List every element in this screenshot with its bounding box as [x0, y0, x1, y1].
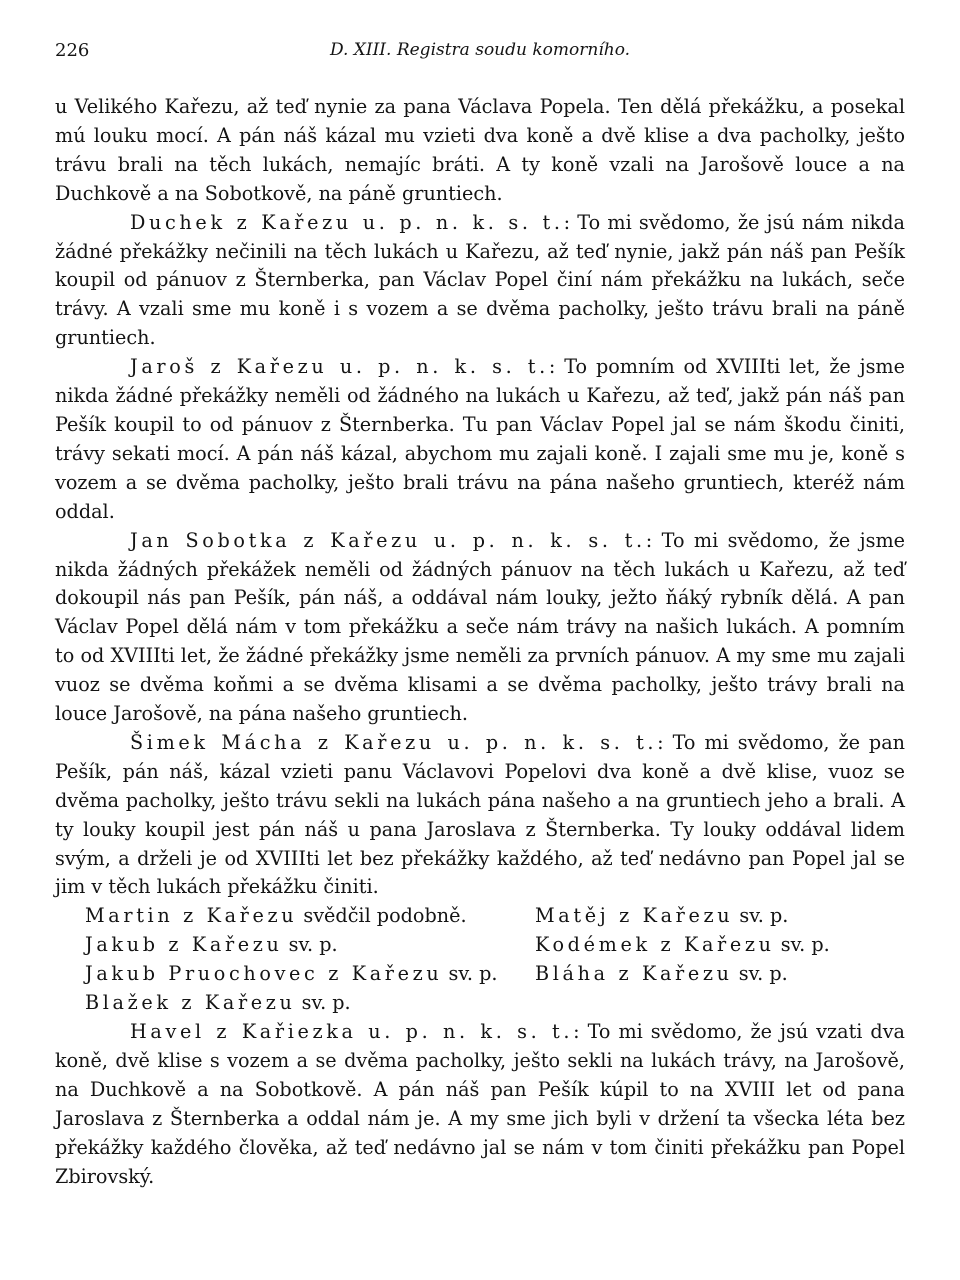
witness-note: sv. p.	[282, 933, 338, 957]
testimony-jaros	[55, 353, 905, 526]
witness-list-row	[85, 989, 905, 1018]
paragraph-intro	[55, 93, 905, 209]
witness-name: Duchek z Kařezu u. p. n. k. s. t.	[130, 210, 564, 234]
testimony-simek-macha	[55, 729, 905, 902]
witness-note: sv. p.	[732, 962, 788, 986]
witness-name: Havel z Kařiezka u. p. n. k. s. t.	[130, 1020, 574, 1043]
witness-list-row	[85, 960, 905, 989]
witness-entry	[85, 989, 535, 1018]
witness-name: Kodémek z Kařezu	[535, 933, 775, 957]
running-title: D. XIII. Registra soudu komorního.	[329, 40, 631, 60]
testimony-text: : To mi svědomo, že jsme nikda žádných překážek neměli od žádných pánuov na těch lukách u Kařezu, až teď dokoupil nás pan Pešík, pán náš, a oddával nám louky, ježto ňáký rybník dělá. A pan Václav Popel dělá nám v tom překážku a seče nám trávy na našich lukách. A pomním to od XVIIIti let, že žádné překážky jsme neměli za prvních pánuov. A my sme mu zajali vuoz se dvěma koňmi a se dvěma klisami a se dvěma pacholky, ješto trávy brali na louce Jarošově, na pána našeho gruntiech.	[55, 528, 905, 726]
witness-note: sv. p.	[774, 933, 830, 957]
testimony-text: : To mi svědomo, že jsú vzati dva koně, dvě klise s vozem a se dvěma pacholky, ješto sekli na lukách trávy, na Jarošově, na Duchkově a na Sobotkově. A pán náš pan Pešík kúpil to na XVIII let od pana Jaroslava z Šternberka a oddal nám je. A my sme jich byli v držení ta všecka léta bez překážky každého člověka, až teď nedávno jal se nám v tom činiti překážku pan Popel Zbirovský.	[55, 1020, 905, 1188]
witness-name: Bláha z Kařezu	[535, 962, 733, 986]
witness-note: svědčil podobně.	[297, 904, 467, 928]
witness-entry	[535, 902, 788, 931]
witness-entry	[535, 931, 830, 960]
witness-note: sv. p.	[295, 991, 351, 1015]
testimony-jan-sobotka	[55, 527, 905, 729]
paragraph-text: u Velikého Kařezu, až teď nynie za pana Václava Popela. Ten dělá překážku, a posekal mú louku mocí. A pán náš kázal mu vzieti dva koně a dvě klise a dva pacholky, ješto trávu brali na těch lukách, nemajíc bráti. A ty koně vzali na Jarošově louce a na Duchkově a na Sobotkově, na páně gruntiech.	[55, 95, 905, 205]
witness-name: Matěj z Kařezu	[535, 904, 734, 928]
witness-name: Jakub Pruochovec z Kařezu	[85, 962, 443, 986]
witness-entry	[85, 902, 535, 931]
document-page	[55, 0, 905, 1188]
document-body	[55, 93, 905, 1191]
witness-name: Šimek Mácha z Kařezu u. p. n. k. s. t.	[130, 730, 658, 754]
witness-name: Blažek z Kařezu	[85, 991, 296, 1015]
testimony-duchek	[55, 209, 905, 354]
witness-name: Jaroš z Kařezu u. p. n. k. s. t.	[130, 355, 549, 379]
witness-entry	[85, 931, 535, 960]
witness-note: sv. p.	[442, 962, 498, 986]
testimony-text: : To mi svědomo, že pan Pešík, pán náš, kázal vzieti panu Václavovi Popelovi dva koně a dvě klise, vuoz se dvěma pacholky, ješto trávu sekli na lukách pána našeho a na gruntiech jeho a brali. A ty louky koupil jest pán náš u pana Jaroslava z Šternberka. Ty louky oddával lidem svým, a drželi je od XVIIIti let bez překážky každého, až teď nedávno pan Popel jal se jim v těch lukách překážku činiti.	[55, 730, 905, 899]
witness-list-row	[85, 902, 905, 931]
page-number: 226	[55, 40, 90, 61]
testimony-text: : To mi svědomo, že jsú nám nikda žádné překážky nečinili na těch lukách u Kařezu, až teď nynie, jakž pán náš pan Pešík koupil od pánuov z Šternberka, pan Václav Popel činí nám překážku na lukách, seče trávy. A vzali sme mu koně i s vozem a se dvěma pacholky, ješto trávu brali na páně gruntiech.	[55, 210, 905, 350]
testimony-text: : To pomním od XVIIIti let, že jsme nikda žádné překážky neměli od žádného na lukách u Kařezu, až teď, jakž pán náš pan Pešík koupil to od pánuov z Šternberka. Tu pan Václav Popel jal se nám škodu činiti, trávy sekati mocí. A pán náš kázal, abychom mu zajali koně. I zajali sme mu je, koně s vozem a se dvěma pacholky, ješto brali trávu na pána našeho gruntiech, kteréž nám oddal.	[55, 355, 905, 523]
witness-entry	[85, 960, 535, 989]
witness-name: Jan Sobotka z Kařezu u. p. n. k. s. t.	[130, 528, 646, 552]
witness-note: sv. p.	[733, 904, 789, 928]
witness-list-row	[85, 931, 905, 960]
witness-list	[55, 902, 905, 1018]
page-header	[55, 40, 905, 92]
witness-entry	[535, 960, 788, 989]
witness-name: Jakub z Kařezu	[85, 933, 283, 957]
witness-name: Martin z Kařezu	[85, 904, 298, 928]
testimony-havel	[55, 1018, 905, 1191]
